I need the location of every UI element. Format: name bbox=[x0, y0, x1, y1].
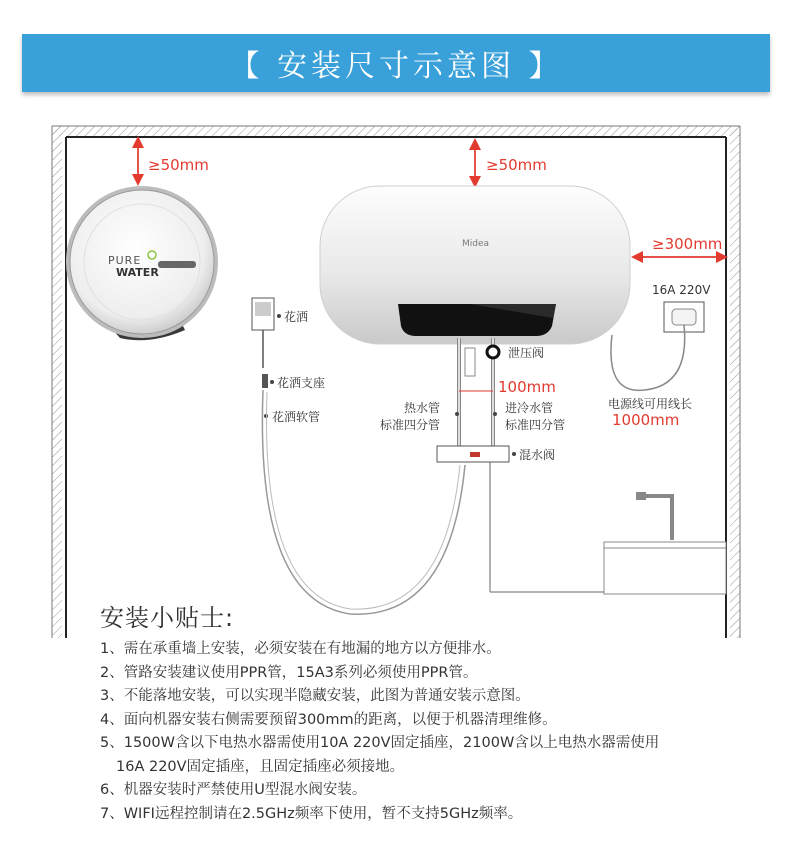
tips-list bbox=[100, 638, 780, 826]
clearance-right-label: ≥300mm bbox=[652, 235, 723, 253]
cord-label: 电源线可用线长 bbox=[608, 397, 693, 411]
clearance-top-dimension bbox=[475, 142, 547, 182]
round-heater bbox=[66, 186, 218, 340]
clearance-top-label: ≥50mm bbox=[486, 156, 547, 174]
cold-pipe-spec: 标准四分管 bbox=[505, 418, 566, 432]
pipe-spacing-label: 100mm bbox=[498, 378, 556, 396]
tip-item: 7、WIFI远程控制请在2.5GHz频率下使用，暂不支持5GHz频率。 bbox=[100, 805, 523, 822]
relief-valve-label: 泄压阀 bbox=[508, 346, 545, 360]
tip-item: 2、管路安装建议使用PPR管，15A3系列必须使用PPR管。 bbox=[100, 664, 478, 681]
clearance-left-label: ≥50mm bbox=[148, 156, 209, 174]
cord-length: 1000mm bbox=[612, 411, 680, 429]
banner-title: 【 安装尺寸示意图 】 bbox=[229, 49, 563, 84]
pipes bbox=[380, 338, 604, 592]
clearance-left-dimension bbox=[138, 140, 209, 180]
shower-assembly bbox=[252, 298, 465, 614]
hot-pipe-label: 热水管 bbox=[404, 401, 441, 415]
tip-item: 16A 220V固定插座，且固定插座必须接地。 bbox=[116, 758, 405, 775]
showerhead-label: 花洒 bbox=[284, 310, 309, 324]
mixing-valve bbox=[437, 446, 555, 462]
water-heater-tank bbox=[320, 186, 630, 344]
tip-item: 6、机器安装时严禁使用U型混水阀安装。 bbox=[100, 782, 367, 798]
tip-item: 1、需在承重墙上安装，必须安装在有地漏的地方以方便排水。 bbox=[100, 641, 501, 657]
cold-pipe-label: 进冷水管 bbox=[505, 401, 554, 415]
socket-label: 16A 220V bbox=[652, 283, 711, 297]
panel-water: WATER bbox=[116, 266, 159, 279]
shower-hose-label: 花洒软管 bbox=[272, 410, 321, 424]
sink bbox=[604, 492, 726, 594]
tip-item: 3、不能落地安装，可以实现半隐藏安装，此图为普通安装示意图。 bbox=[100, 688, 530, 704]
tip-item: 4、面向机器安装右侧需要预留300mm的距离，以便于机器清理维修。 bbox=[100, 711, 557, 728]
brand-logo: Midea bbox=[462, 239, 490, 249]
hot-pipe-spec: 标准四分管 bbox=[380, 418, 441, 432]
clearance-right-dimension bbox=[635, 235, 722, 257]
tips-title: 安装小贴士: bbox=[100, 604, 235, 632]
mixing-valve-label: 混水阀 bbox=[519, 448, 556, 462]
panel-pure: PURE bbox=[108, 254, 142, 267]
shower-holder-label: 花洒支座 bbox=[277, 376, 326, 390]
tip-item: 5、1500W含以下电热水器需使用10A 220V固定插座，2100W含以上电热水器需使用 bbox=[100, 735, 660, 751]
